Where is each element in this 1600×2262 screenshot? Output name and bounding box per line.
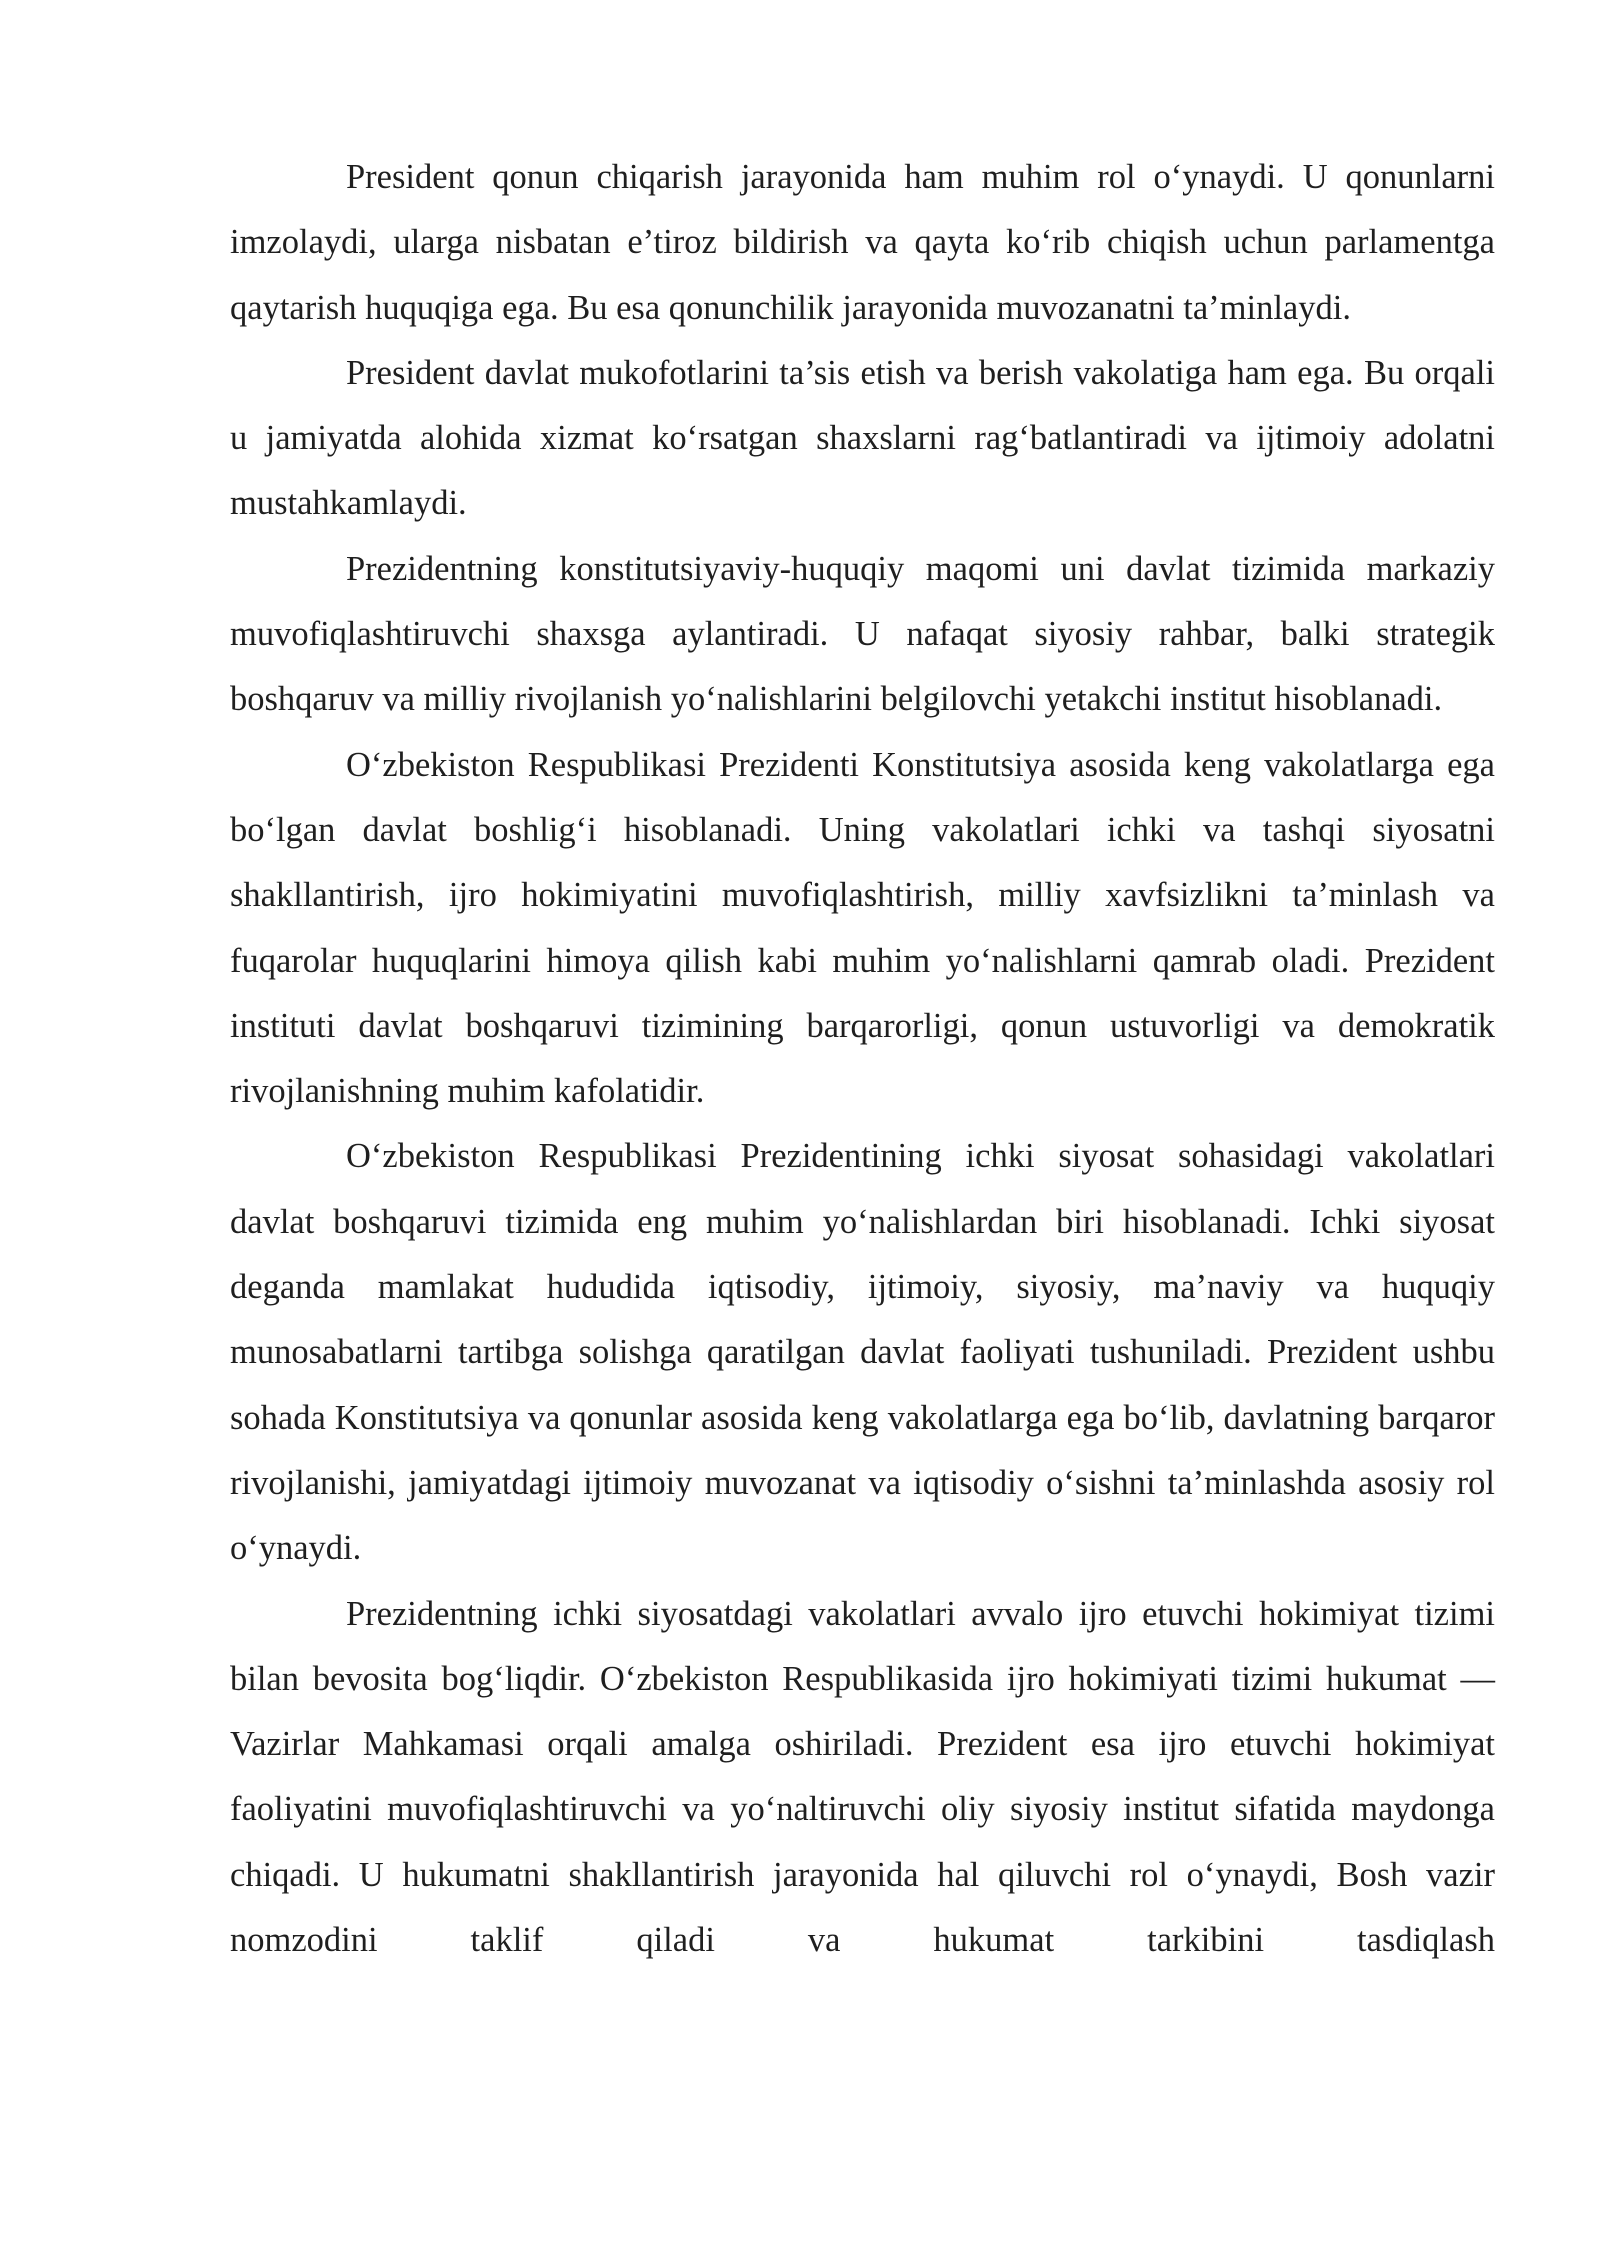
paragraph-3: Prezidentning konstitutsiyaviy-huquqiy maqomi uni davlat tizimida markaziy muvofiqlashtiruvchi shaxsga aylantiradi. U nafaqat siyosiy rahbar, balki strategik boshqaruv va milliy rivojlanish yo‘nalishlarini belgilovchi yetakchi institut hisoblanadi.: [230, 549, 1495, 719]
paragraph-2: President davlat mukofotlarini ta’sis etish va berish vakolatiga ham ega. Bu orqali u jamiyatda alohida xizmat ko‘rsatgan shaxslarni rag‘batlantiradi va ijtimoiy adolatni mustahkamlaydi.: [230, 353, 1495, 523]
paragraph-1: President qonun chiqarish jarayonida ham muhim rol o‘ynaydi. U qonunlarni imzolaydi, ularga nisbatan e’tiroz bildirish va qayta ko‘rib chiqish uchun parlamentga qaytarish huquqiga ega. Bu esa qonunchilik jarayonida muvozanatni ta’minlaydi.: [230, 158, 1495, 327]
paragraph-5: O‘zbekiston Respublikasi Prezidentining ichki siyosat sohasidagi vakolatlari davlat boshqaruvi tizimida eng muhim yo‘nalishlardan biri hisoblanadi. Ichki siyosat deganda mamlakat hududida iqtisodiy, ijtimoiy, siyosiy, ma’naviy va huquqiy munosabatlarni tartibga solishga qaratilgan davlat faoliyati tushuniladi. Prezident ushbu sohada Konstitutsiya va qonunlar asosida keng vakolatlarga ega bo‘lib, davlatning barqaror rivojlanishi, jamiyatdagi ijtimoiy muvozanat va iqtisodiy o‘sishni ta’minlashda asosiy rol o‘ynaydi.: [230, 1137, 1495, 1568]
paragraph-6: Prezidentning ichki siyosatdagi vakolatlari avvalo ijro etuvchi hokimiyat tizimi bilan bevosita bog‘liqdir. O‘zbekiston Respublikasida ijro hokimiyati tizimi hukumat — Vazirlar Mahkamasi orqali amalga oshiriladi. Prezident esa ijro etuvchi hokimiyat faoliyatini muvofiqlashtiruvchi va yo‘naltiruvchi oliy siyosiy institut sifatida maydonga chiqadi. U hukumatni shakllantirish jarayonida hal qiluvchi rol o‘ynaydi, Bosh vazir nomzodini taklif qiladi va hukumat tarkibini tasdiqlash: [230, 1594, 1495, 1960]
paragraph-4: O‘zbekiston Respublikasi Prezidenti Konstitutsiya asosida keng vakolatlarga ega bo‘lgan davlat boshlig‘i hisoblanadi. Uning vakolatlari ichki va tashqi siyosatni shakllantirish, ijro hokimiyatini muvofiqlashtirish, milliy xavfsizlikni ta’minlash va fuqarolar huquqlarini himoya qilish kabi muhim yo‘nalishlarni qamrab oladi. Prezident instituti davlat boshqaruvi tizimining barqarorligi, qonun ustuvorligi va demokratik rivojlanishning muhim kafolatidir.: [230, 745, 1495, 1111]
document-body: [230, 145, 1495, 1973]
